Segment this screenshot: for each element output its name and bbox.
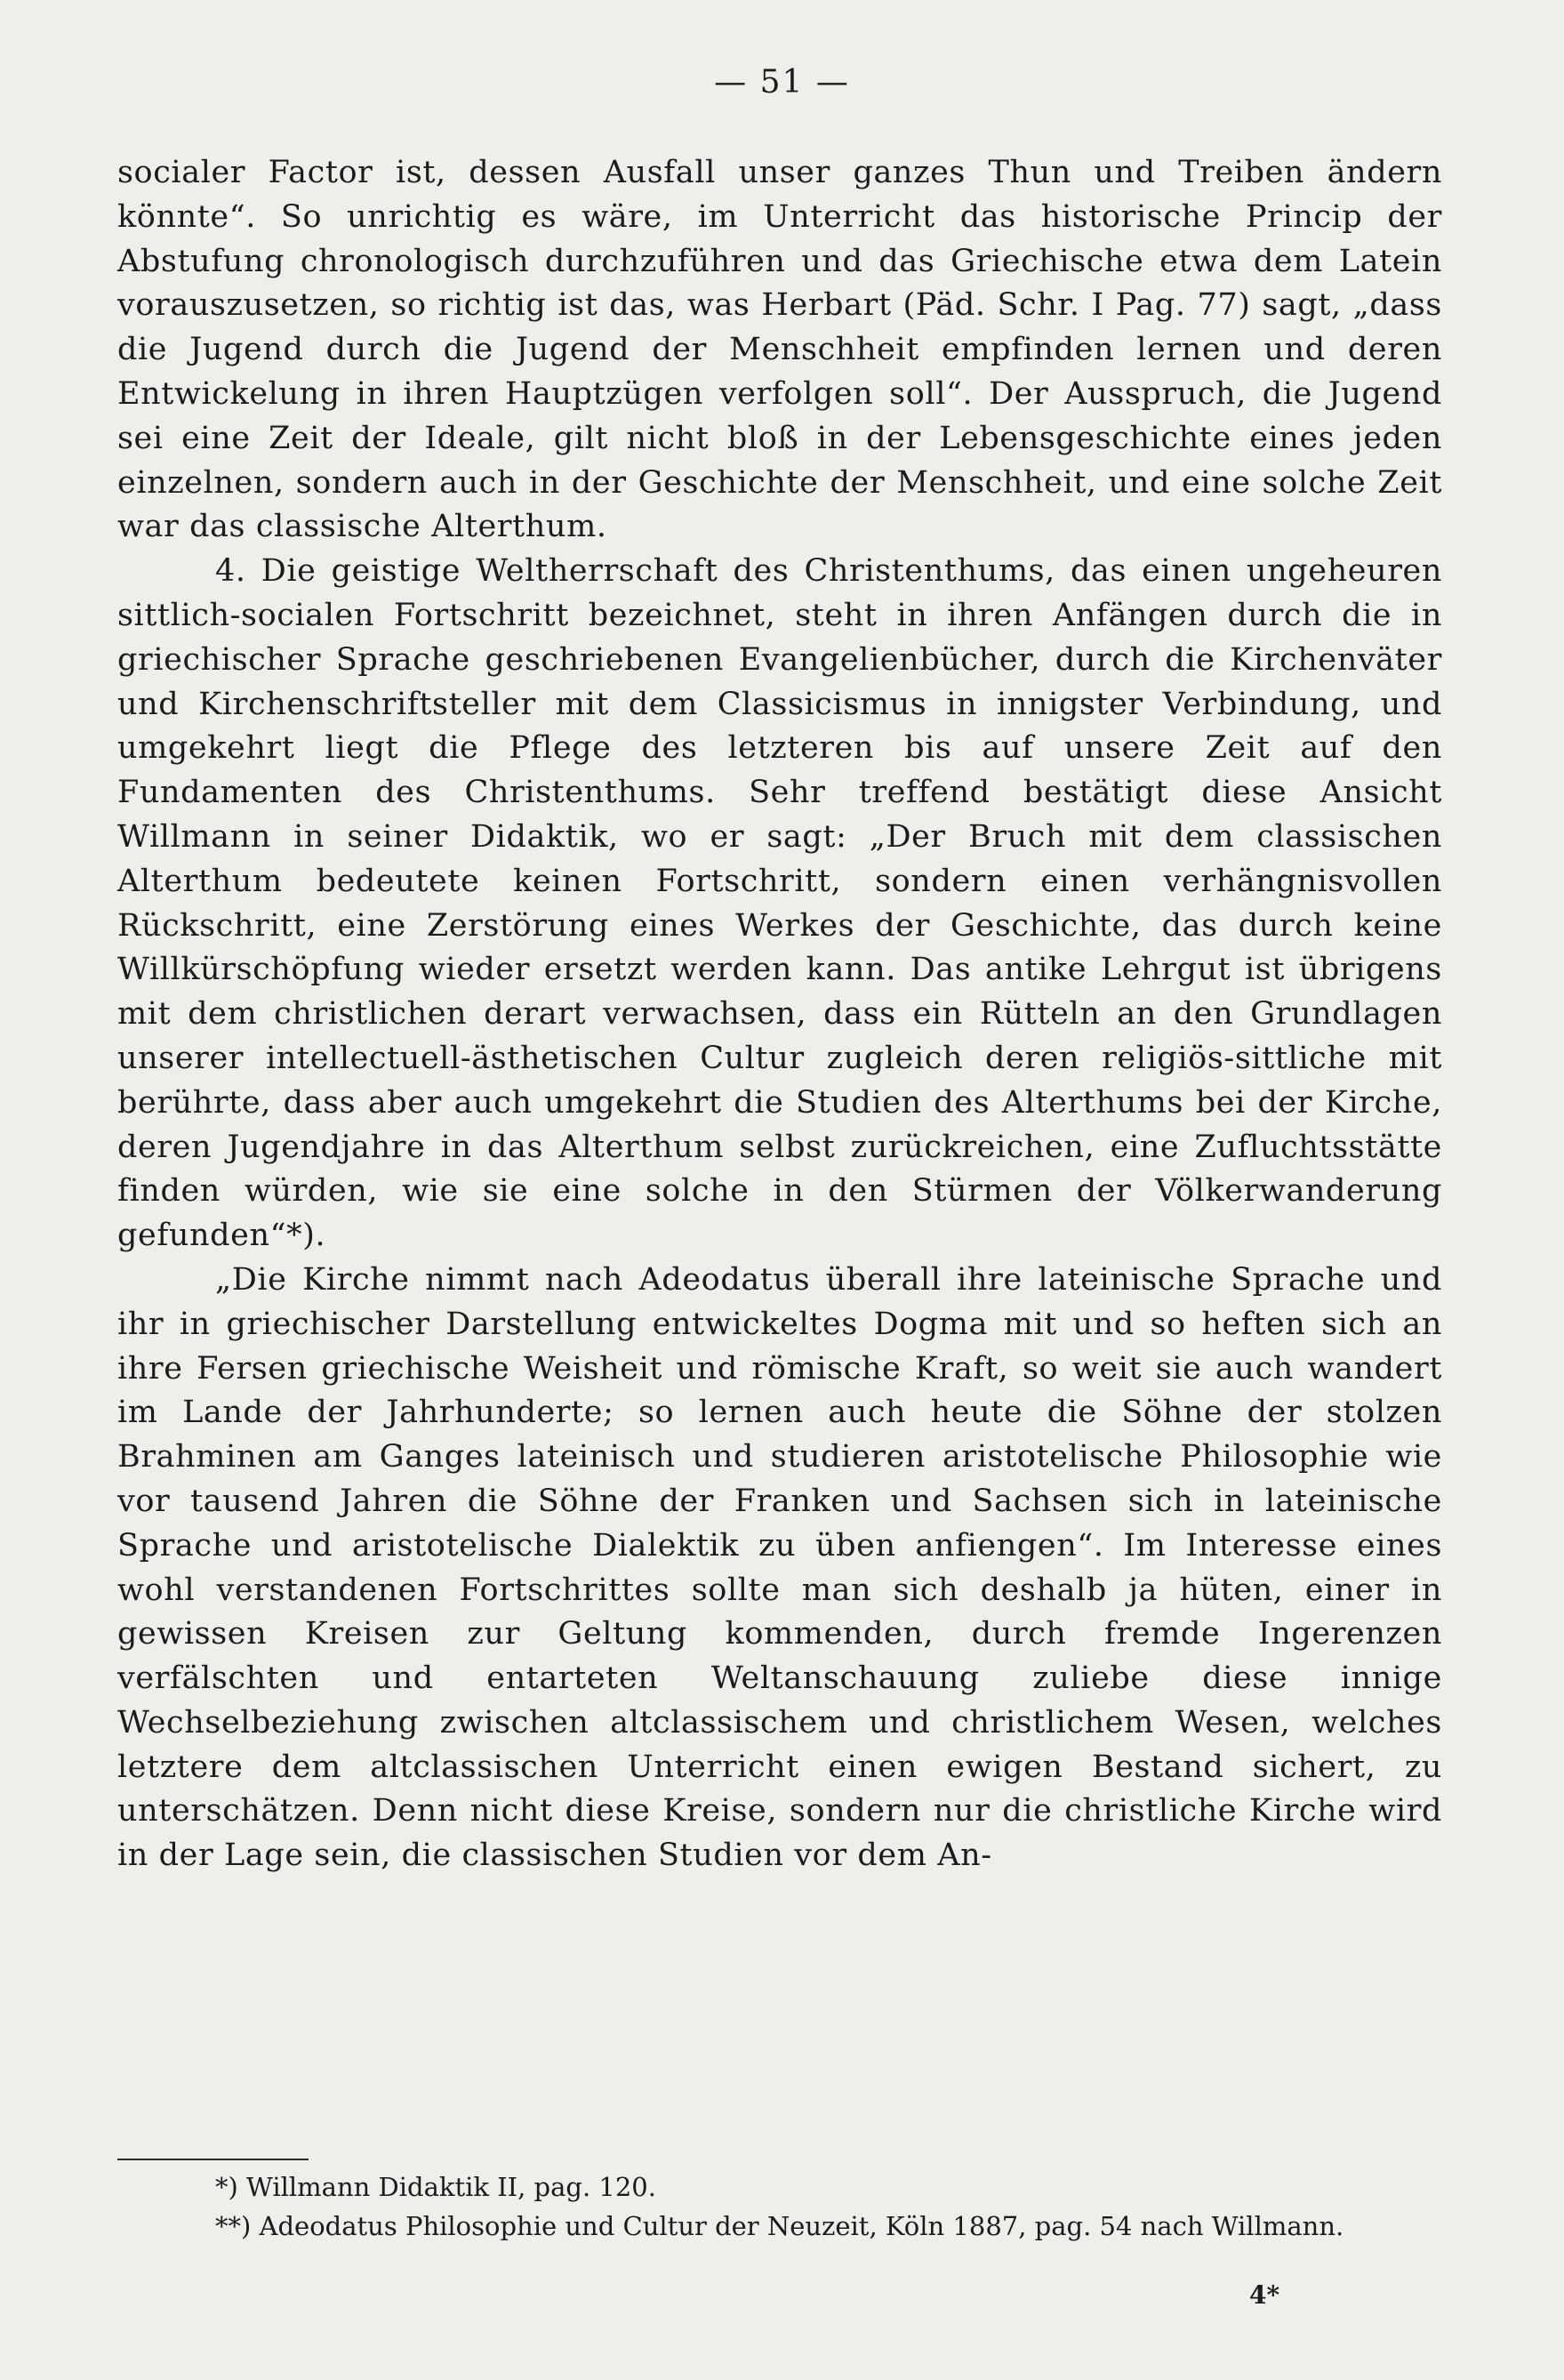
body-text <box>117 151 1442 1878</box>
footnote-2: **) Adeodatus Philosophie und Cultur der Neuzeit, Köln 1887, pag. 54 nach Willmann. <box>215 2211 1344 2241</box>
footnote-divider <box>117 2159 309 2160</box>
signature-mark: 4* <box>1249 2280 1280 2310</box>
footnote-1: *) Willmann Didaktik II, pag. 120. <box>215 2172 656 2202</box>
paragraph-1: socialer Factor ist, dessen Ausfall unser ganzes Thun und Treiben ändern könnte“. So unrichtig es wäre, im Unterricht das historische Princip der Abstufung chronologisch durchzuführen und das Griechische etwa dem Latein vorauszusetzen, so richtig ist das, was Herbart (Päd. Schr. I Pag. 77) sagt, „dass die Jugend durch die Jugend der Menschheit empfinden lernen und deren Entwickelung in ihren Hauptzügen verfolgen soll“. Der Ausspruch, die Jugend sei eine Zeit der Ideale, gilt nicht bloß in der Lebensgeschichte eines jeden einzelnen, sondern auch in der Geschichte der Menschheit, und eine solche Zeit war das classische Alterthum. <box>117 155 1442 545</box>
page-number: — 51 — <box>714 64 850 101</box>
paragraph-2: 4. Die geistige Weltherrschaft des Christenthums, das einen ungeheuren sittlich-socialen Fortschritt bezeichnet, steht in ihren Anfängen durch die in griechischer Sprache geschriebenen Evangelienbücher, durch die Kirchenväter und Kirchenschriftsteller mit dem Classicismus in innigster Verbindung, und umgekehrt liegt die Pflege des letzteren bis auf unsere Zeit auf den Fundamenten des Christenthums. Sehr treffend bestätigt diese Ansicht Willmann in seiner Didaktik, wo er sagt: „Der Bruch mit dem classischen Alterthum bedeutete keinen Fortschritt, sondern einen verhängnisvollen Rückschritt, eine Zerstörung eines Werkes der Geschichte, das durch keine Willkürschöpfung wieder ersetzt werden kann. Das antike Lehrgut ist übrigens mit dem christlichen derart verwachsen, dass ein Rütteln an den Grundlagen unserer intellectuell-ästhetischen Cultur zugleich deren religiös-sittliche mit berührte, dass aber auch umgekehrt die Studien des Alterthums bei der Kirche, deren Jugendjahre in das Alterthum selbst zurückreichen, eine Zufluchtsstätte finden würden, wie sie eine solche in den Stürmen der Völkerwanderung gefunden“*). <box>117 553 1442 1254</box>
footnotes <box>117 2167 1442 2246</box>
paragraph-3: „Die Kirche nimmt nach Adeodatus überall ihre lateinische Sprache und ihr in griechischer Darstellung entwickeltes Dogma mit und so heften sich an ihre Fersen griechische Weisheit und römische Kraft, so weit sie auch wandert im Lande der Jahrhunderte; so lernen auch heute die Söhne der stolzen Brahminen am Ganges lateinisch und studieren aristotelische Philosophie wie vor tausend Jahren die Söhne der Franken und Sachsen sich in lateinische Sprache und aristotelische Dialektik zu üben anfiengen“. Im Interesse eines wohl verstandenen Fortschrittes sollte man sich deshalb ja hüten, einer in gewissen Kreisen zur Geltung kommenden, durch fremde Ingerenzen verfälschten und entarteten Weltanschauung zuliebe diese innige Wechselbeziehung zwischen altclassischem und christlichem Wesen, welches letztere dem altclassischen Unterricht einen ewigen Bestand sichert, zu unterschätzen. Denn nicht diese Kreise, sondern nur die christliche Kirche wird in der Lage sein, die classischen Studien vor dem An- <box>117 1261 1442 1874</box>
